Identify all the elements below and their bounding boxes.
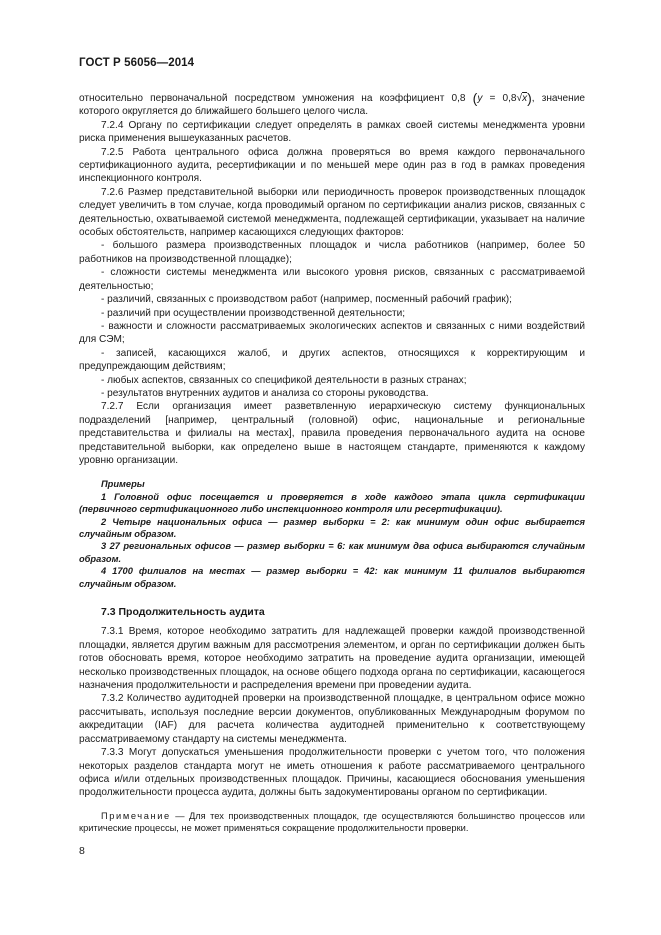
paragraph-7-2-6: 7.2.6 Размер представительной выборки или периодичность проверок производственных площадок следует увеличить в том случае, когда проводимый органом по сертификации анализ рисков, связанных с деятельностью, охватываемой системой менеджмента, подлежащей сертификации, указывает на наличие особых обстоятельств, например касающихся следующих факторов: xyxy=(79,186,585,239)
paragraph-7-2-5: 7.2.5 Работа центрального офиса должна проверяться во время каждого первоначального сертификационного аудита, ресертификации и по меньшей мере один раз в год в рамках проведения инспекционного контроля. xyxy=(79,146,585,185)
sqrt-icon: √ xyxy=(516,93,523,104)
paragraph-continuation xyxy=(79,92,585,119)
paragraph-7-3-3: 7.3.3 Могут допускаться уменьшения продолжительности проверки с учетом того, что положения некоторых разделов стандарта могут не иметь отношения к работе рассматриваемого центрального офиса и/или отдельных производственных площадок. Причины, касающиеся обоснования уменьшения продолжительности процесса аудита, должны быть задокументированы органом по сертификации. xyxy=(79,747,585,799)
note-dash: — xyxy=(170,810,189,821)
paragraph-7-3-1: 7.3.1 Время, которое необходимо затратить для надлежащей проверки каждой производственной площадки, является другим важным для рассмотрения элементом, и орган по сертификации должен быть готов обосновать время, которое необходимо затратить на проведение аудита организации, имеющей несколько производственных площадок, на основе общего подхода органа по сертификации, касающегося назначения продолжительности и распределения времени при проведении аудита. xyxy=(79,626,585,692)
list-item: - различий, связанных с производством работ (например, посменный рабочий график); xyxy=(101,294,512,306)
note xyxy=(79,810,585,835)
formula-variable-y: y xyxy=(477,93,483,104)
example-item: 1 Головной офис посещается и проверяется в ходе каждого этапа цикла сертификации (первичного сертификационного либо инспекционного контроля или ресертификации). xyxy=(79,491,585,515)
document-header: ГОСТ Р 56056—2014 xyxy=(79,57,195,69)
paragraph-7-3-2: 7.3.2 Количество аудитодней проверки на производственной площадке, в центральном офисе можно рассчитывать, используя последние версии документов, опубликованных Международным форумом по аккредитации (IAF) для расчета количества аудитодней применительно к соответствующему рассматриваемому стандарту на системы менеджмента. xyxy=(79,693,585,745)
paragraph-7-2-7: 7.2.7 Если организация имеет разветвленную иерархическую систему функциональных подразделений [например, центральный (головной) офис, национальные и региональные представительства и филиалы на местах], правила проведения первоначального аудита на основе представительной выборки, как определено выше в настоящем стандарте, применяются к каждому уровню организации. xyxy=(79,401,585,466)
coefficient-formula: 0,8 (y = 0,8√x) xyxy=(451,90,532,106)
list-item: - большого размера производственных площадок и числа работников (например, более 50 работников на производственной площадке); xyxy=(79,240,585,265)
note-label: Примечание xyxy=(101,810,171,821)
formula-coefficient: 0,8 xyxy=(451,93,466,104)
section-title: 7.3 Продолжительность аудита xyxy=(101,606,265,619)
document-body xyxy=(79,92,585,835)
paragraph-text: , значение которого округляется до ближайшего большего целого числа. xyxy=(79,93,585,118)
example-item: 3 27 региональных офисов — размер выборки = 6: как минимум два офиса выбираются случайным образом. xyxy=(79,541,585,564)
list-item: - результатов внутренних аудитов и анализа со стороны руководства. xyxy=(101,387,429,399)
list-item: - сложности системы менеджмента или высокого уровня рисков, связанных с рассматриваемой деятельностью; xyxy=(79,267,585,292)
example-item: 4 1700 филиалов на местах — размер выборки = 42: как минимум 11 филиалов выбираются случайным образом. xyxy=(79,566,585,589)
list-item: - различий при осуществлении производственной деятельности; xyxy=(101,307,406,319)
paragraph-7-2-4: 7.2.4 Органу по сертификации следует определять в рамках своей системы менеджмента уровни риска применения вышеуказанных расчетов. xyxy=(79,119,585,145)
paragraph-text: относительно первоначальной посредством умножения на коэффициент xyxy=(79,93,452,104)
examples-heading: Примеры xyxy=(101,479,145,490)
list-item: - любых аспектов, связанных со спецификой деятельности в разных странах; xyxy=(101,374,467,386)
page-number: 8 xyxy=(79,845,85,857)
note-text: Для тех производственных площадок, где осуществляются большинство процессов или критические процессы, не может применяться сокращение продолжительности проверки. xyxy=(79,810,585,834)
list-item: - важности и сложности рассматриваемых экологических аспектов и связанных с ними воздействий для СЭМ; xyxy=(79,320,585,346)
list-item: - записей, касающихся жалоб, и других аспектов, относящихся к корректирующим и предупреждающим действиям; xyxy=(79,347,585,373)
example-item: 2 Четыре национальных офиса — размер выборки = 2: как минимум один офис выбирается случайным образом. xyxy=(79,516,585,539)
formula-variable-x: x xyxy=(522,93,528,104)
formula-equals: = 0,8 xyxy=(482,93,517,104)
